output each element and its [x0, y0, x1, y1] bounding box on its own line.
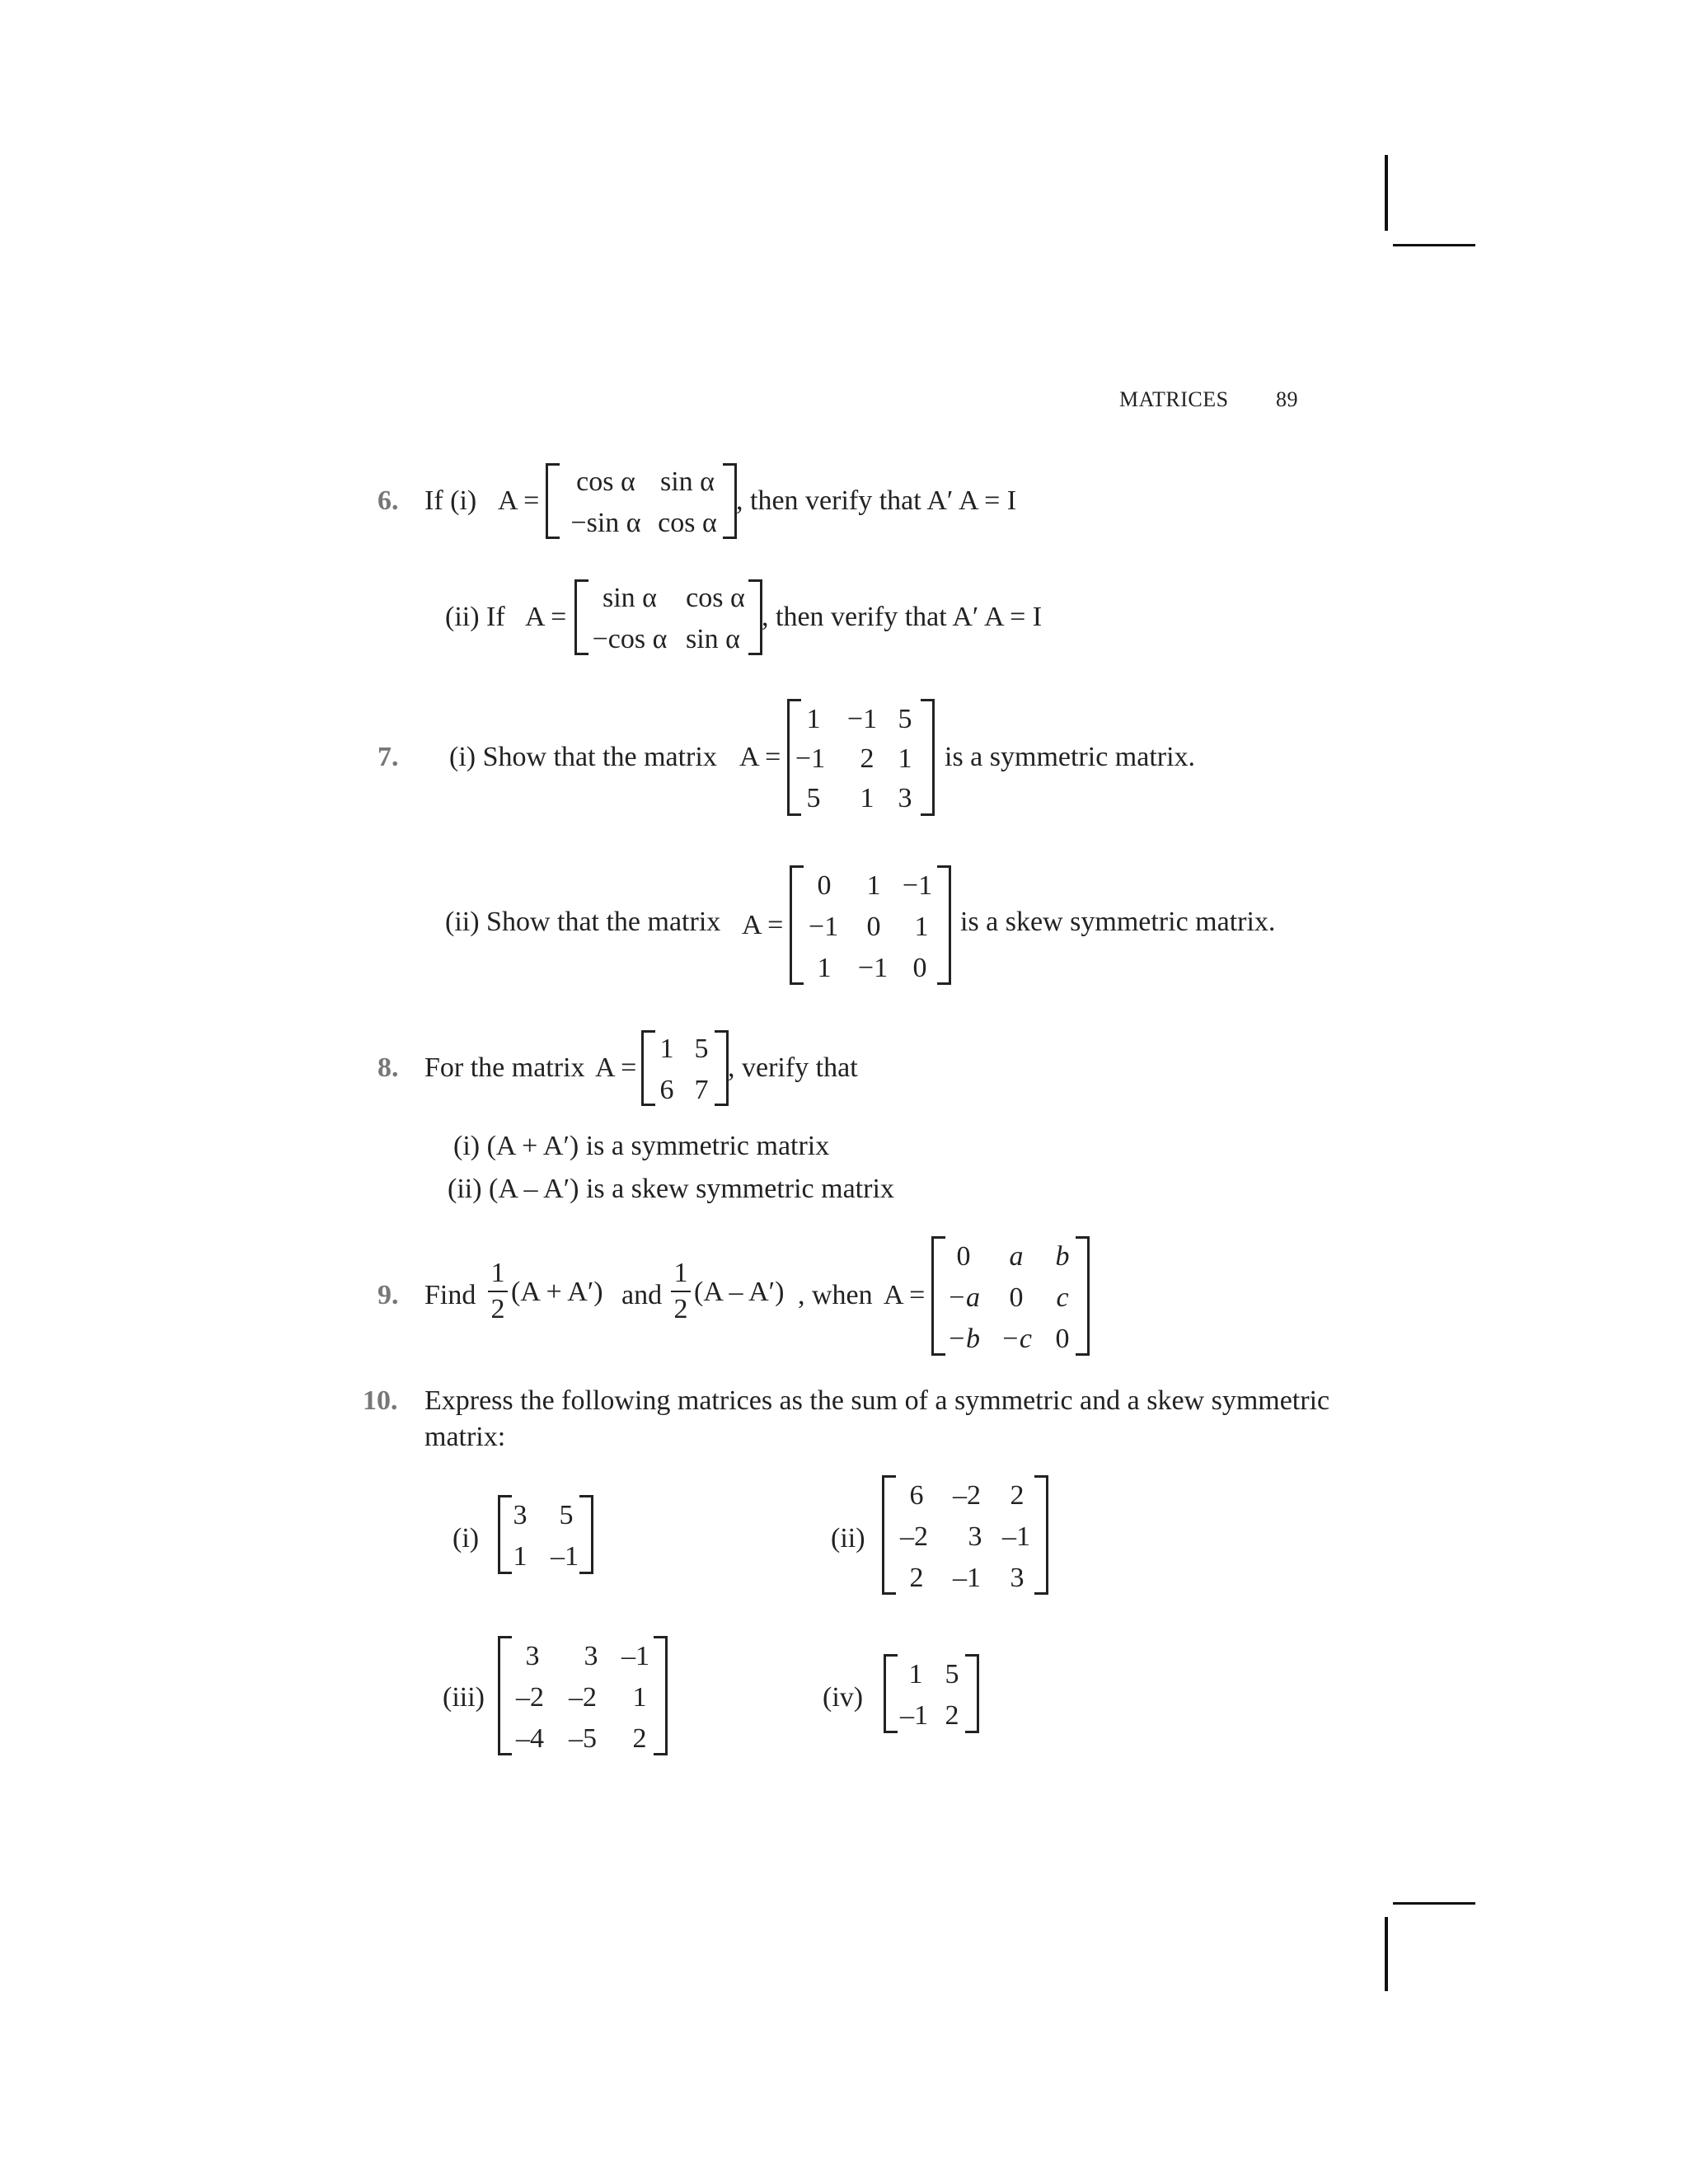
matrix-cell: –1	[1002, 1521, 1030, 1552]
matrix-cell: 0	[912, 953, 927, 983]
q10-label-i: (i)	[452, 1523, 480, 1554]
matrix-cell: –1	[621, 1641, 649, 1671]
q7-part1-suffix: is a symmetric matrix.	[945, 742, 1196, 772]
q9-fraction-2	[671, 1259, 691, 1329]
q10-label-iv: (iv)	[823, 1682, 864, 1713]
matrix-cell: –2	[516, 1682, 544, 1713]
matrix-cell: 1	[860, 783, 874, 813]
matrix-cell: 5	[806, 783, 821, 813]
matrix-cell: a	[1009, 1241, 1024, 1272]
crop-mark-top-vertical	[1385, 155, 1388, 231]
matrix-cell: 6	[659, 1075, 674, 1105]
matrix-cell: 3	[1010, 1563, 1025, 1593]
q8-prefix: For the matrix	[424, 1052, 585, 1083]
q7-part2-prefix: (ii) Show that the matrix	[445, 907, 721, 937]
matrix-cell: 2	[860, 743, 874, 774]
q6-part1-prefix: If (i)	[424, 485, 477, 516]
q8-suffix: , verify that	[728, 1052, 858, 1083]
running-title: MATRICES	[1119, 387, 1229, 411]
matrix-cell: sin α	[660, 466, 715, 497]
matrix-cell: 0	[866, 912, 881, 942]
q10-text-line-1: Express the following matrices as the sum of a symmetric and a skew symmetric	[424, 1385, 1330, 1416]
matrix-cell: −1	[808, 912, 839, 942]
matrix-cell: −b	[947, 1324, 980, 1354]
q7-part1-prefix: (i) Show that the matrix	[449, 742, 717, 772]
q9-expr-1: (A + A′)	[511, 1277, 603, 1307]
q9-find: Find	[424, 1280, 476, 1310]
q10-matrix-i	[498, 1495, 593, 1574]
fraction-denominator: 2	[490, 1294, 505, 1324]
matrix-cell: 1	[914, 912, 929, 942]
question-number-8: 8.	[377, 1052, 399, 1083]
matrix-cell: 1	[866, 870, 881, 901]
q8-lhs: A =	[595, 1052, 637, 1083]
matrix-cell: 6	[909, 1480, 924, 1511]
matrix-cell: –2	[569, 1682, 597, 1713]
matrix-cell: 3	[584, 1641, 598, 1671]
crop-mark-bottom-vertical	[1385, 1917, 1388, 1991]
matrix-cell: 1	[908, 1659, 923, 1690]
q6-part2-suffix: , then verify that A′ A = I	[762, 602, 1043, 632]
matrix-cell: c	[1056, 1282, 1069, 1313]
q7-part1-lhs: A =	[739, 742, 781, 772]
matrix-cell: –4	[516, 1723, 544, 1754]
matrix-cell: 1	[817, 953, 832, 983]
matrix-cell: 3	[898, 783, 912, 813]
q9-fraction-1	[488, 1259, 508, 1329]
question-number-6: 6.	[377, 485, 399, 516]
q8-item-2: (ii) (A – A′) is a skew symmetric matrix	[448, 1174, 894, 1204]
q10-label-ii: (ii)	[831, 1523, 865, 1554]
fraction-numerator: 1	[673, 1258, 688, 1288]
matrix-cell: 2	[945, 1700, 959, 1731]
matrix-cell: 1	[632, 1682, 647, 1713]
matrix-cell: −sin α	[570, 508, 641, 538]
matrix-cell: 5	[559, 1500, 574, 1530]
q6-matrix-1	[546, 463, 737, 539]
matrix-cell: –2	[953, 1480, 981, 1511]
q8-matrix	[641, 1030, 729, 1106]
crop-mark-bottom-horizontal	[1393, 1902, 1475, 1905]
matrix-cell: 2	[909, 1563, 924, 1593]
matrix-cell: cos α	[658, 508, 717, 538]
matrix-cell: –1	[953, 1563, 981, 1593]
q10-matrix-ii	[882, 1475, 1048, 1595]
q10-label-iii: (iii)	[443, 1682, 485, 1713]
question-number-7: 7.	[377, 742, 399, 772]
matrix-cell: 1	[659, 1033, 674, 1064]
q7-matrix-1	[787, 699, 935, 816]
fraction-bar	[488, 1291, 508, 1292]
q10-matrix-iv	[884, 1654, 979, 1733]
question-number-9: 9.	[377, 1280, 399, 1310]
matrix-cell: cos α	[686, 583, 745, 613]
q6-part2-prefix: (ii) If	[445, 602, 505, 632]
matrix-cell: 5	[694, 1033, 709, 1064]
matrix-cell: 0	[956, 1241, 971, 1272]
q10-text-line-2: matrix:	[424, 1422, 506, 1452]
q6-matrix-2	[574, 579, 762, 655]
matrix-cell: 1	[806, 704, 821, 734]
q6-part1-lhs: A =	[498, 485, 540, 516]
q7-part2-lhs: A =	[742, 910, 784, 940]
matrix-cell: −cos α	[592, 624, 668, 654]
matrix-cell: 0	[1055, 1324, 1070, 1354]
matrix-cell: 1	[898, 743, 912, 774]
q9-lhs: A =	[884, 1280, 926, 1310]
q7-part2-suffix: is a skew symmetric matrix.	[960, 907, 1276, 937]
q9-expr-2: (A – A′)	[694, 1277, 785, 1307]
matrix-cell: 2	[632, 1723, 647, 1754]
fraction-numerator: 1	[490, 1258, 505, 1288]
matrix-cell: 3	[525, 1641, 540, 1671]
matrix-cell: −a	[947, 1282, 980, 1313]
matrix-cell: 0	[817, 870, 832, 901]
q8-item-1: (i) (A + A′) is a symmetric matrix	[453, 1131, 830, 1161]
matrix-cell: −1	[902, 870, 933, 901]
matrix-cell: −1	[795, 743, 826, 774]
q9-matrix	[931, 1236, 1090, 1356]
fraction-bar	[671, 1291, 691, 1292]
matrix-cell: sin α	[603, 583, 657, 613]
matrix-cell: –1	[551, 1541, 579, 1572]
q9-and: and	[621, 1280, 663, 1310]
q10-matrix-iii	[498, 1636, 668, 1755]
matrix-cell: 7	[694, 1075, 709, 1105]
matrix-cell: –2	[900, 1521, 928, 1552]
matrix-cell: 5	[898, 704, 912, 734]
fraction-denominator: 2	[673, 1294, 688, 1324]
matrix-cell: 0	[1009, 1282, 1024, 1313]
matrix-cell: 5	[945, 1659, 959, 1690]
matrix-cell: b	[1055, 1241, 1070, 1272]
matrix-cell: 2	[1010, 1480, 1025, 1511]
matrix-cell: 3	[968, 1521, 982, 1552]
q6-part2-lhs: A =	[525, 602, 567, 632]
matrix-cell: –5	[569, 1723, 597, 1754]
question-number-10: 10.	[363, 1385, 398, 1416]
matrix-cell: cos α	[576, 466, 635, 497]
matrix-cell: −1	[857, 953, 889, 983]
crop-mark-top-horizontal	[1393, 244, 1475, 246]
q7-matrix-2	[790, 865, 951, 985]
q9-when: , when	[798, 1280, 873, 1310]
matrix-cell: −1	[846, 704, 878, 734]
matrix-cell: −c	[1000, 1324, 1033, 1354]
matrix-cell: 3	[513, 1500, 528, 1530]
matrix-cell: –1	[900, 1700, 928, 1731]
page-number: 89	[1276, 387, 1298, 411]
q6-part1-suffix: , then verify that A′ A = I	[736, 485, 1017, 516]
matrix-cell: sin α	[686, 624, 740, 654]
matrix-cell: 1	[513, 1541, 528, 1572]
